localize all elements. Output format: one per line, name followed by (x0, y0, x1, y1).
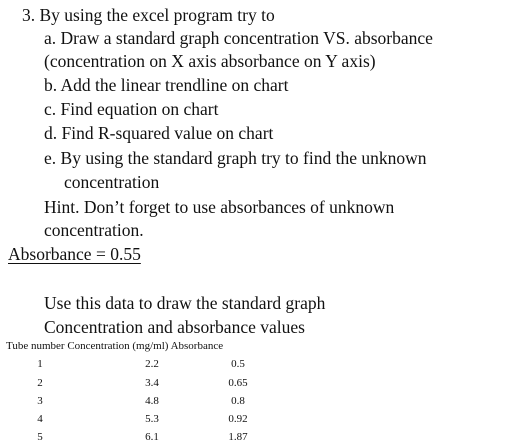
item-d: d. Find R-squared value on chart (44, 123, 274, 143)
item-e-line-2: concentration (64, 172, 160, 192)
tube-number-cell: 3 (37, 395, 43, 407)
tube-number-cell: 2 (37, 377, 43, 389)
item-a-line-2: (concentration on X axis absorbance on Y axis) (44, 51, 376, 71)
item-e-line-1: e. By using the standard graph try to find the unknown (44, 148, 427, 168)
concentration-cell: 5.3 (145, 413, 159, 425)
tube-number-cell: 4 (37, 413, 43, 425)
tube-number-cell: 5 (37, 431, 43, 443)
absorbance-cell: 0.65 (228, 377, 248, 389)
question-title: 3. By using the excel program try to (22, 5, 275, 25)
concentration-cell: 3.4 (145, 377, 159, 389)
absorbance-cell: 0.5 (231, 358, 245, 370)
absorbance-cell: 0.8 (231, 395, 245, 407)
absorbance-value: Absorbance = 0.55 (8, 244, 141, 264)
item-c: c. Find equation on chart (44, 99, 219, 119)
tube-number-cell: 1 (37, 358, 43, 370)
concentration-cell: 2.2 (145, 358, 159, 370)
concentration-cell: 4.8 (145, 395, 159, 407)
concentration-cell: 6.1 (145, 431, 159, 443)
table-header: Tube number Concentration (mg/ml) Absorbance (6, 340, 224, 352)
absorbance-cell: 0.92 (228, 413, 248, 425)
data-intro-line-1: Use this data to draw the standard graph (44, 293, 326, 313)
hint-line-1: Hint. Don’t forget to use absorbances of unknown (44, 197, 395, 217)
absorbance-cell: 1.87 (228, 431, 248, 443)
hint-line-2: concentration. (44, 220, 144, 240)
data-intro-line-2: Concentration and absorbance values (44, 317, 305, 337)
item-a-line-1: a. Draw a standard graph concentration VS. absorbance (44, 28, 433, 48)
item-b: b. Add the linear trendline on chart (44, 75, 289, 95)
